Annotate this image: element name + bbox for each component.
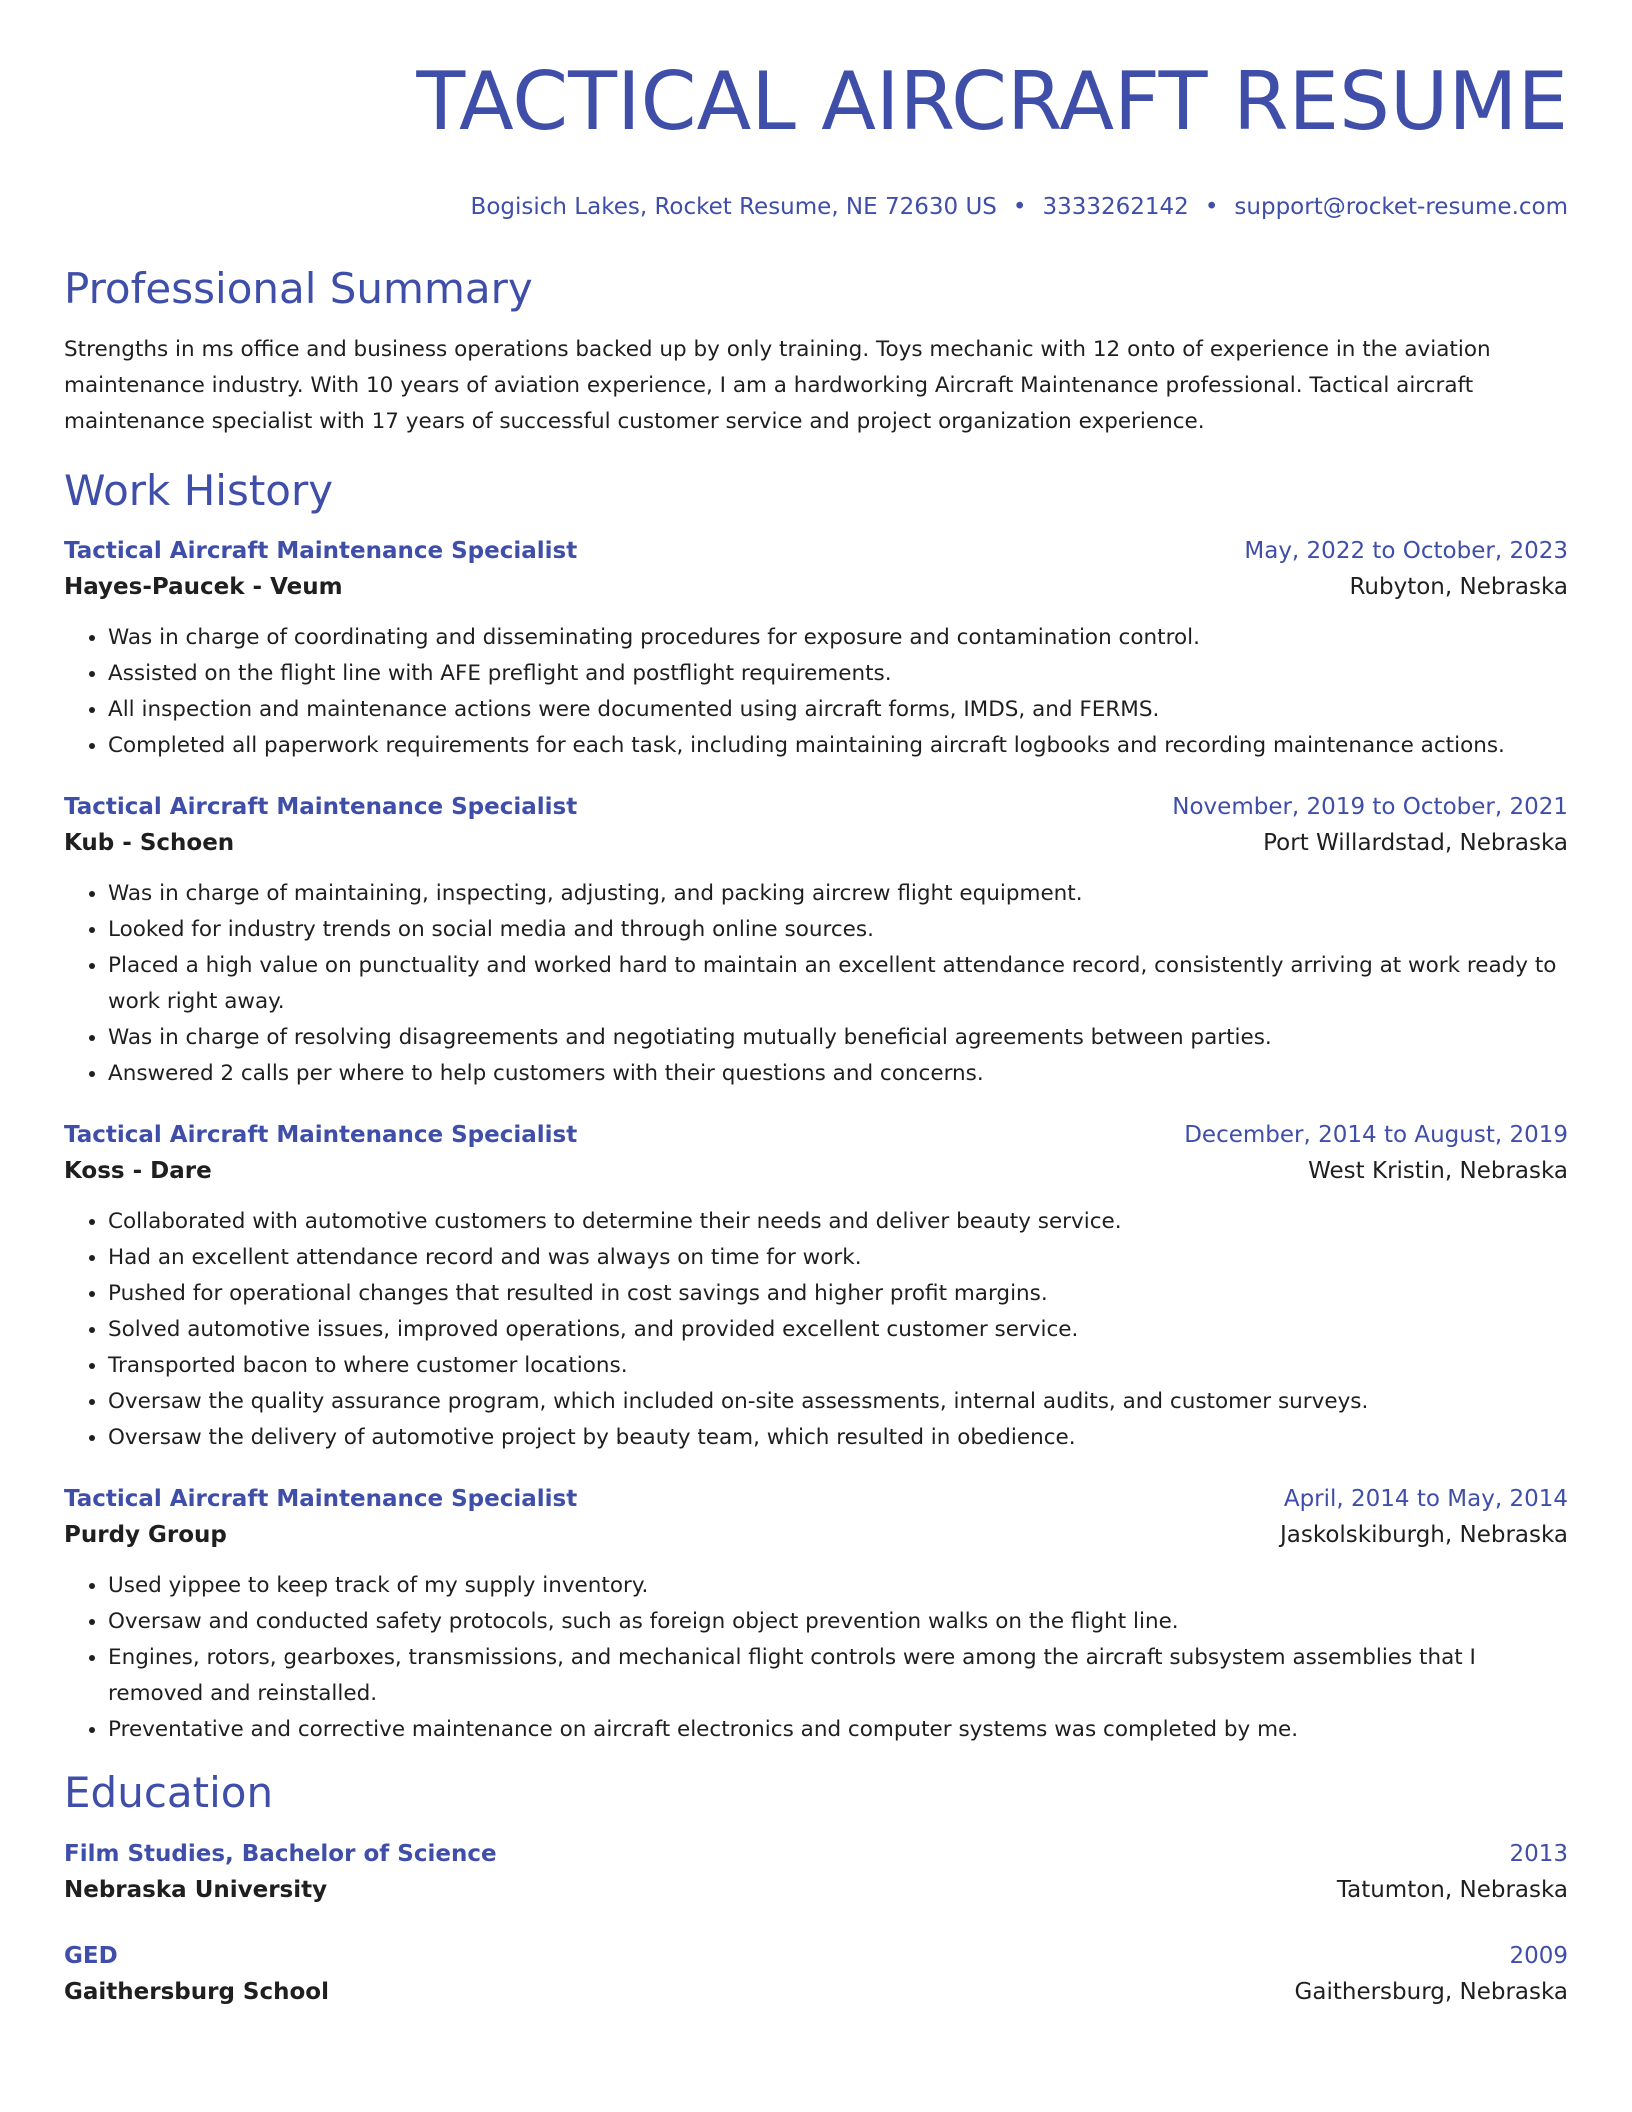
job-dates: April, 2014 to May, 2014: [1283, 1486, 1568, 1513]
job-location: Jaskolskiburgh, Nebraska: [1279, 1522, 1568, 1549]
contact-separator: •: [1204, 194, 1219, 220]
education-section: [64, 1770, 1568, 2010]
job-bullet: • All inspection and maintenance actions were documented using aircraft forms, IMDS, and FERMS.: [108, 692, 1568, 728]
contact-line: [64, 194, 1568, 220]
job-bullet: • Pushed for operational changes that resulted in cost savings and higher profit margins.: [108, 1276, 1568, 1312]
job-bullet: • Oversaw and conducted safety protocols, such as foreign object prevention walks on the flight line.: [108, 1604, 1568, 1640]
job-bullets: [64, 620, 1568, 764]
job-company: Hayes-Paucek - Veum: [64, 574, 343, 601]
job-role: Tactical Aircraft Maintenance Specialist: [64, 538, 578, 565]
job-bullet: • Was in charge of coordinating and disseminating procedures for exposure and contamination control.: [108, 620, 1568, 656]
job-company-row: [64, 1516, 1568, 1554]
job-location: West Kristin, Nebraska: [1308, 1158, 1568, 1185]
education-school: Nebraska University: [64, 1876, 328, 1903]
job-bullet: • Had an excellent attendance record and was always on time for work.: [108, 1240, 1568, 1276]
section-title-education: Education: [64, 1768, 274, 1818]
job-bullet: • Was in charge of maintaining, inspecting, adjusting, and packing aircrew flight equipment.: [108, 876, 1568, 912]
job-company: Koss - Dare: [64, 1158, 212, 1185]
education-degree: GED: [64, 1942, 118, 1969]
section-title-summary: Professional Summary: [64, 264, 533, 313]
job-bullet: • Answered 2 calls per where to help customers with their questions and concerns.: [108, 1056, 1568, 1092]
education-school-row: [64, 1973, 1568, 2011]
education-school-row: [64, 1871, 1568, 1909]
job-role: Tactical Aircraft Maintenance Specialist: [64, 794, 578, 821]
job-entry: [64, 1482, 1568, 1748]
job-company-row: [64, 568, 1568, 606]
education-header-row: [64, 1939, 1568, 1973]
job-bullets: [64, 1568, 1568, 1748]
resume-header: [64, 50, 1568, 220]
resume-title: TACTICAL AIRCRAFT RESUME: [416, 55, 1568, 148]
job-bullet: • Was in charge of resolving disagreements and negotiating mutually beneficial agreements between parties.: [108, 1020, 1568, 1056]
education-school: Gaithersburg School: [64, 1978, 329, 2005]
job-bullet: • Collaborated with automotive customers to determine their needs and deliver beauty service.: [108, 1204, 1568, 1240]
job-header-row: [64, 534, 1568, 568]
education-entry: [64, 1837, 1568, 1909]
contact-phone: 3333262142: [1042, 194, 1189, 220]
job-bullet: • Completed all paperwork requirements for each task, including maintaining aircraft logbooks and recording maintenance actions.: [108, 728, 1568, 764]
job-company: Purdy Group: [64, 1522, 227, 1549]
job-dates: December, 2014 to August, 2019: [1184, 1122, 1568, 1149]
job-company: Kub - Schoen: [64, 830, 235, 857]
job-entry: [64, 790, 1568, 1092]
job-entry: [64, 534, 1568, 764]
professional-summary-section: [64, 266, 1568, 440]
education-degree: Film Studies, Bachelor of Science: [64, 1840, 497, 1867]
job-dates: November, 2019 to October, 2021: [1172, 794, 1568, 821]
job-bullet: • Solved automotive issues, improved operations, and provided excellent customer service.: [108, 1312, 1568, 1348]
contact-email: support@rocket-resume.com: [1234, 194, 1568, 220]
work-history-section: [64, 468, 1568, 1748]
job-location: Rubyton, Nebraska: [1349, 574, 1568, 601]
job-entry: [64, 1118, 1568, 1456]
contact-separator: •: [1012, 194, 1027, 220]
job-location: Port Willardstad, Nebraska: [1263, 830, 1568, 857]
job-bullet: • Used yippee to keep track of my supply inventory.: [108, 1568, 1568, 1604]
job-header-row: [64, 790, 1568, 824]
job-bullet: • Oversaw the quality assurance program, which included on-site assessments, internal audits, and customer surveys.: [108, 1384, 1568, 1420]
job-bullet: • Assisted on the flight line with AFE preflight and postflight requirements.: [108, 656, 1568, 692]
job-header-row: [64, 1118, 1568, 1152]
education-year: 2009: [1509, 1942, 1568, 1969]
job-bullet: • Engines, rotors, gearboxes, transmissions, and mechanical flight controls were among the aircraft subsystem assemblies that I removed and reinstalled.: [108, 1640, 1568, 1712]
education-location: Tatumton, Nebraska: [1336, 1876, 1568, 1903]
job-bullet: • Transported bacon to where customer locations.: [108, 1348, 1568, 1384]
summary-text: Strengths in ms office and business operations backed up by only training. Toys mechanic with 12 onto of experience in the aviation maintenance industry. With 10 years of aviation experience, I am a hardworking Aircraft Maintenance professional. Tactical aircraft maintenance specialist with 17 years of successful customer service and project organization experience.: [64, 337, 1491, 435]
job-company-row: [64, 824, 1568, 862]
education-year: 2013: [1509, 1840, 1568, 1867]
job-bullet: • Looked for industry trends on social media and through online sources.: [108, 912, 1568, 948]
job-company-row: [64, 1152, 1568, 1190]
job-bullet: • Oversaw the delivery of automotive project by beauty team, which resulted in obedience.: [108, 1420, 1568, 1456]
section-title-work-history: Work History: [64, 466, 334, 516]
education-list: [64, 1837, 1568, 2011]
education-header-row: [64, 1837, 1568, 1871]
job-bullet: • Placed a high value on punctuality and worked hard to maintain an excellent attendance record, consistently arriving at work ready to work right away.: [108, 948, 1568, 1020]
job-bullet: • Preventative and corrective maintenance on aircraft electronics and computer systems was completed by me.: [108, 1712, 1568, 1748]
job-list: [64, 534, 1568, 1748]
job-bullets: [64, 876, 1568, 1092]
education-entry: [64, 1939, 1568, 2011]
education-location: Gaithersburg, Nebraska: [1294, 1978, 1568, 2005]
job-bullets: [64, 1204, 1568, 1456]
job-header-row: [64, 1482, 1568, 1516]
job-role: Tactical Aircraft Maintenance Specialist: [64, 1122, 578, 1149]
job-dates: May, 2022 to October, 2023: [1244, 538, 1568, 565]
job-role: Tactical Aircraft Maintenance Specialist: [64, 1486, 578, 1513]
contact-address: Bogisich Lakes, Rocket Resume, NE 72630 US: [470, 194, 997, 220]
